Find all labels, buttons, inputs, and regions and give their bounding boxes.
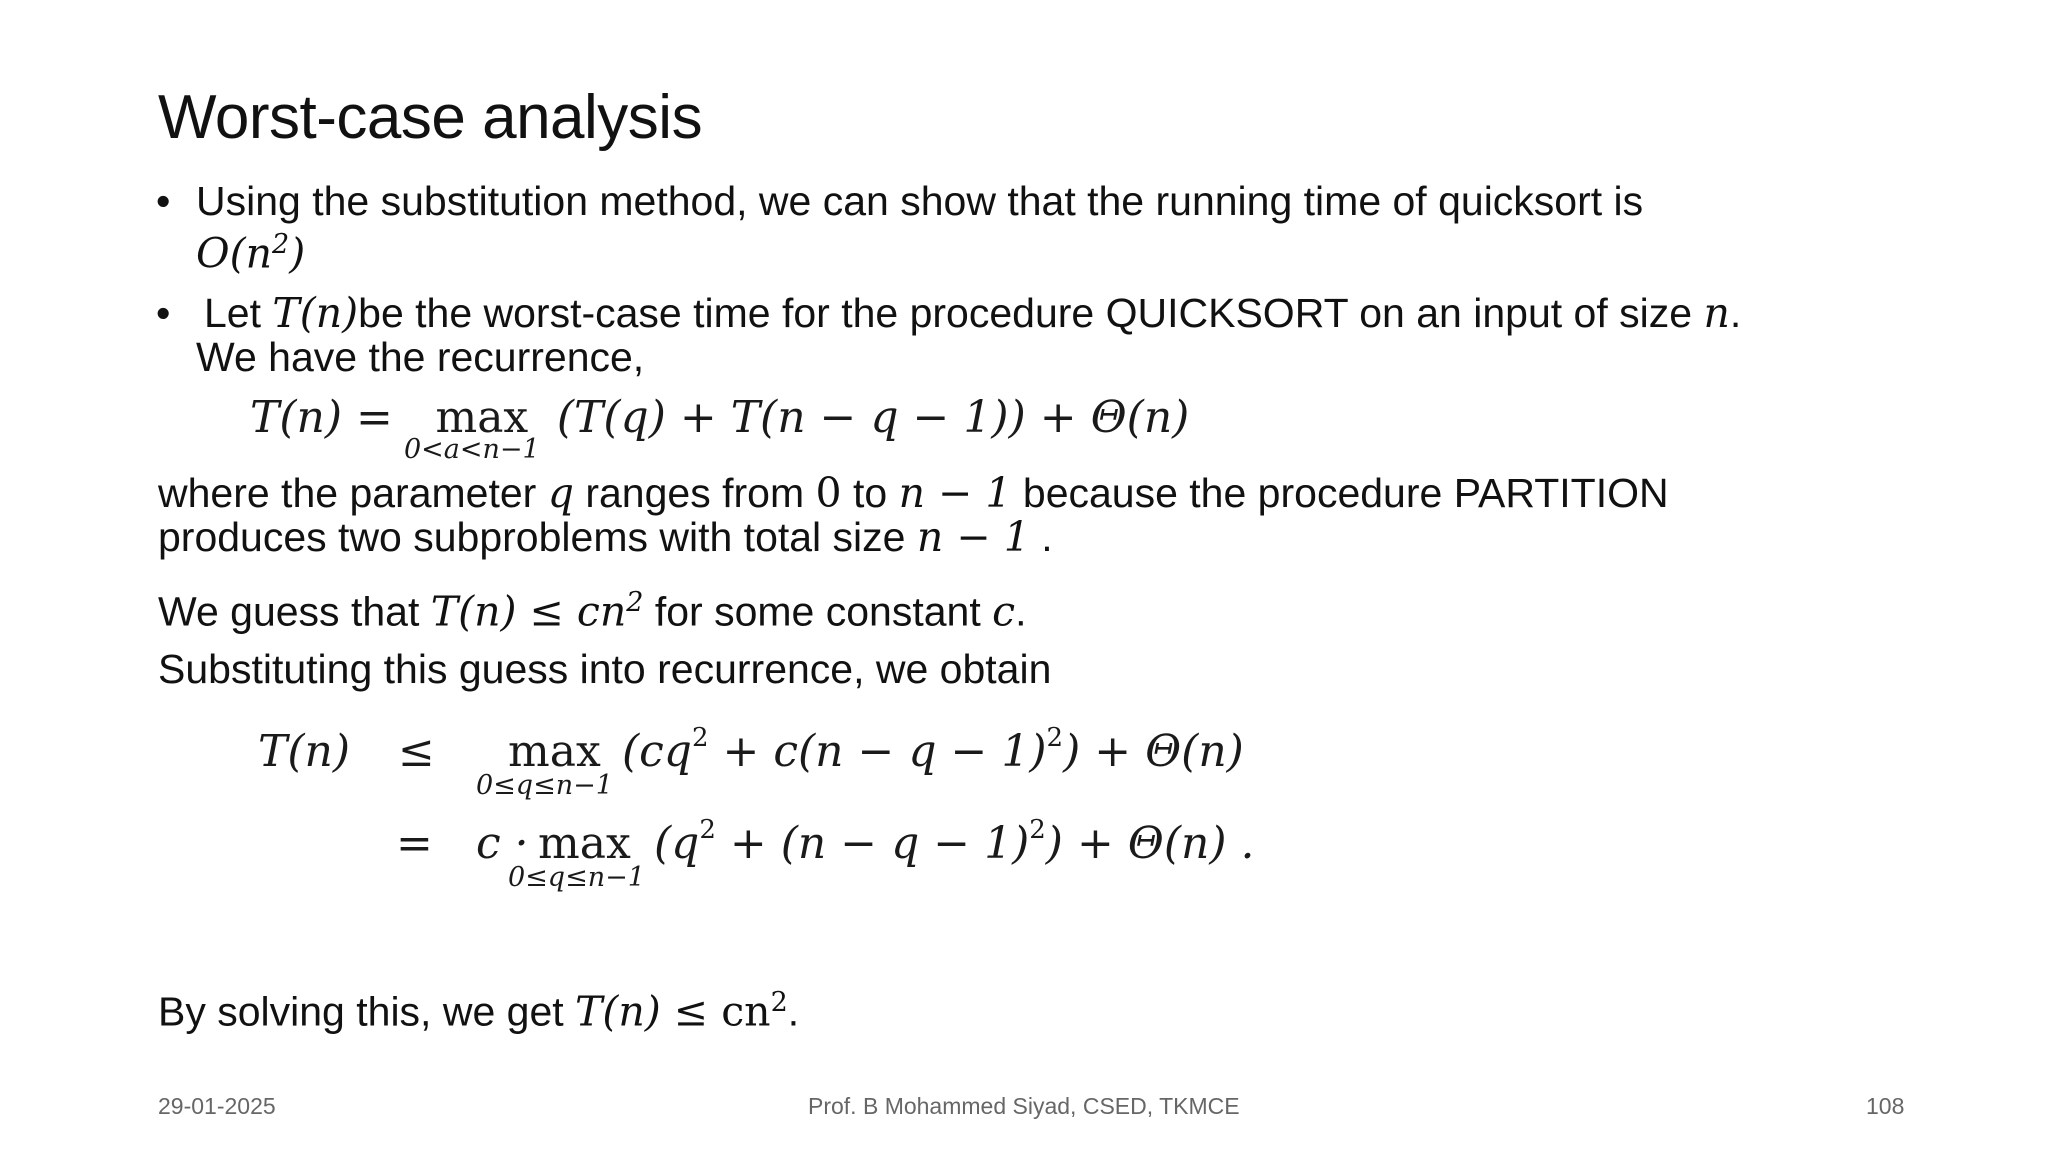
bullet-2-math-n: n <box>1703 289 1730 337</box>
solving-text: By solving this, we get <box>158 988 576 1035</box>
bullet-2-line-1 <box>196 290 1741 336</box>
footer-author: Prof. B Mohammed Siyad, CSED, TKMCE <box>808 1093 1240 1119</box>
where-line-2-end: . <box>1029 514 1053 560</box>
solving-math: T(n) ≤ <box>575 987 722 1036</box>
solving-end: . <box>787 988 800 1035</box>
recurrence-2-c-dot: c · <box>476 818 529 869</box>
bullet-2-end: . <box>1729 290 1742 336</box>
where-line-1 <box>158 470 1669 516</box>
recurrence-2-sq-2a: 2 <box>699 815 716 845</box>
recurrence-2-rhs-2 <box>654 815 1255 869</box>
bullet-1-math <box>196 222 305 277</box>
guess-exponent: 2 <box>626 587 644 618</box>
recurrence-2-sq-2b: 2 <box>1029 815 1046 845</box>
guess-line <box>158 580 1027 635</box>
recurrence-2-subscript-1: 0≤q≤n−1 <box>476 770 613 801</box>
recurrence-2-rhs-1c: ) + Θ(n) <box>1063 726 1244 777</box>
recurrence-2-sq-1a: 2 <box>691 723 709 753</box>
recurrence-equation-2-line-1 <box>258 723 1258 816</box>
where-t4: because the procedure PARTITION <box>1011 470 1669 516</box>
recurrence-equation-1 <box>250 392 1190 465</box>
recurrence-2-max-1: max <box>508 726 601 777</box>
where-line-2-text: produces two subproblems with total size <box>158 514 917 560</box>
recurrence-2-rhs-1 <box>622 723 1244 777</box>
substituting-line: Substituting this guess into recurrence, we obtain <box>158 646 1052 692</box>
solving-exponent: 2 <box>770 987 788 1018</box>
bullet-1-marker: • <box>156 178 171 224</box>
guess-t1: We guess that <box>158 588 431 635</box>
bullet-2-math-t: T(n) <box>272 289 359 337</box>
recurrence-1-subscript: 0<a<n−1 <box>404 434 540 465</box>
recurrence-equation-2-line-2 <box>258 815 1258 908</box>
footer-page-number: 108 <box>1866 1093 1905 1119</box>
where-n-minus-1: n − 1 <box>898 469 1012 517</box>
guess-c: c <box>992 587 1016 636</box>
recurrence-2-sq-1b: 2 <box>1046 723 1064 753</box>
bullet-1-close: ) <box>289 229 306 278</box>
where-q: q <box>547 469 574 517</box>
where-t1: where the parameter <box>158 470 548 516</box>
where-line-2-math: n − 1 <box>916 513 1030 561</box>
footer-date: 29-01-2025 <box>158 1093 276 1119</box>
recurrence-1-lhs: T(n) = <box>250 392 407 443</box>
bullet-2-prefix: Let <box>204 290 273 336</box>
where-zero: 0 <box>815 469 842 517</box>
guess-end: . <box>1015 588 1027 635</box>
where-t2: ranges from <box>573 470 816 516</box>
recurrence-2-leq: ≤ <box>398 726 435 777</box>
recurrence-1-rhs: (T(q) + T(n − q − 1)) + Θ(n) <box>556 392 1190 443</box>
recurrence-2-rhs-1b: + c(n − q − 1) <box>708 726 1047 777</box>
bullet-2-middle: be the worst-case time for the procedure QUICKSORT on an input of size <box>358 290 1704 336</box>
bullet-2-marker: • <box>156 290 171 336</box>
recurrence-1-max: max <box>435 392 529 443</box>
recurrence-2-rhs-2b: + (n − q − 1) <box>715 818 1030 869</box>
recurrence-2-rhs-1a: (cq <box>622 726 692 777</box>
bullet-1-text: Using the substitution method, we can show that the running time of quicksort is <box>196 178 1644 224</box>
where-t3: to <box>841 470 899 516</box>
recurrence-2-lhs: T(n) <box>258 726 351 777</box>
solving-cn: cn <box>721 987 771 1036</box>
where-line-2 <box>158 514 1053 560</box>
recurrence-2-rhs-2a: (q <box>654 818 700 869</box>
recurrence-2-max-2: max <box>538 818 631 869</box>
bullet-2-line-2: We have the recurrence, <box>196 334 645 380</box>
guess-t2: for some constant <box>643 588 993 635</box>
bullet-1-big-o: O(n <box>196 229 273 278</box>
guess-math: T(n) ≤ cn <box>430 587 627 636</box>
recurrence-2-subscript-2: 0≤q≤n−1 <box>508 862 645 893</box>
slide-title: Worst-case analysis <box>158 83 703 152</box>
recurrence-2-eq: = <box>396 818 433 869</box>
recurrence-2-rhs-2c: ) + Θ(n) . <box>1045 818 1255 869</box>
solving-line <box>158 980 799 1035</box>
bullet-1-exponent: 2 <box>272 229 290 260</box>
